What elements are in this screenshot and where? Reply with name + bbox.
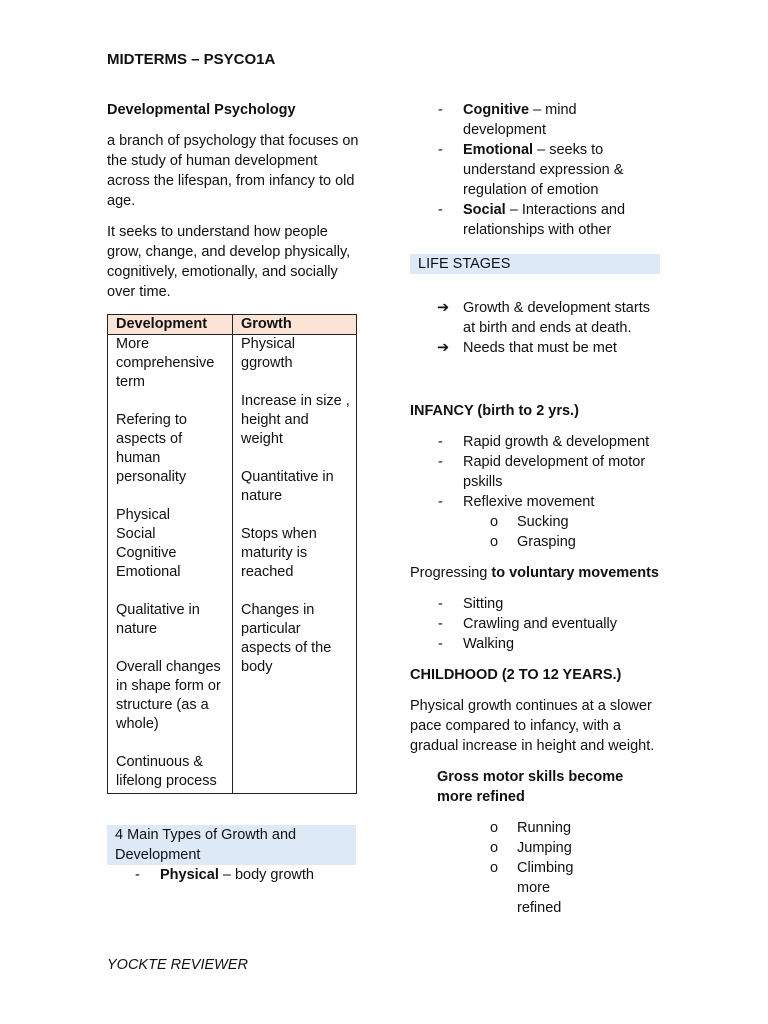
list-item: - Physical – body growth (107, 865, 359, 885)
right-column (410, 100, 662, 918)
development-block: Physical Social Cognitive Emotional (116, 507, 181, 580)
reflex-list (410, 512, 662, 552)
gross-motor-list (410, 818, 662, 918)
gross-motor-heading: Gross motor skills become more refined (437, 769, 624, 805)
list-item: - Emotional – seeks to understand expression & regulation of emotion (410, 140, 662, 200)
progressing-line: Progressing to voluntary movements (410, 565, 659, 581)
growth-block: Changes in particular aspects of the body (241, 602, 332, 675)
list-item: - Social – Interactions and relationships with other (410, 200, 662, 240)
types-list-continued (410, 100, 662, 240)
list-item: - Walking (410, 634, 662, 654)
life-stages-list (410, 298, 662, 358)
definition-paragraph: a branch of psychology that focuses on the study of human development across the lifespan, from infancy to old age. (107, 133, 359, 209)
development-block: More comprehensive term (116, 336, 215, 390)
list-item: o Sucking (410, 512, 662, 532)
types-list (107, 865, 359, 885)
table-header-development: Development (108, 315, 233, 335)
description-paragraph: It seeks to understand how people grow, change, and develop physically, cognitively, emotionally, and socially over time. (107, 224, 351, 300)
growth-block: Stops when maturity is reached (241, 526, 317, 580)
list-item: o Grasping (410, 532, 662, 552)
childhood-paragraph: Physical growth continues at a slower pace compared to infancy, with a gradual increase in height and weight. (410, 698, 655, 754)
list-item: - Cognitive – mind development (410, 100, 662, 140)
table-header-row (108, 315, 357, 335)
section-heading-developmental-psychology: Developmental Psychology (107, 102, 296, 118)
document-title: MIDTERMS – PSYCO1A (107, 51, 276, 68)
development-block: Continuous & lifelong process (116, 754, 217, 789)
footer-text: YOCKTE REVIEWER (107, 957, 248, 973)
infancy-list (410, 432, 662, 512)
infancy-heading: INFANCY (birth to 2 yrs.) (410, 403, 579, 419)
voluntary-movements-list (410, 594, 662, 654)
growth-block: Quantitative in nature (241, 469, 334, 504)
life-stages-band: LIFE STAGES (410, 254, 660, 274)
development-cell (108, 335, 233, 794)
list-item: - Crawling and eventually (410, 614, 662, 634)
development-block: Qualitative in nature (116, 602, 200, 637)
growth-block: Physical ggrowth (241, 336, 295, 371)
list-item: - Reflexive movement (410, 492, 662, 512)
development-block: Overall changes in shape form or structure (as a whole) (116, 659, 221, 732)
list-item: o Climbing more refined (410, 858, 597, 918)
growth-cell (233, 335, 357, 794)
list-item: o Jumping (410, 838, 662, 858)
left-column (107, 100, 359, 885)
arrow-right-icon: ➔ (437, 340, 450, 356)
list-item: - Rapid development of motor pskills (410, 452, 662, 492)
development-block: Refering to aspects of human personality (116, 412, 187, 485)
childhood-heading: CHILDHOOD (2 TO 12 YEARS.) (410, 667, 622, 683)
table-header-growth: Growth (233, 315, 357, 335)
list-item: ➔ Needs that must be met (437, 340, 617, 356)
development-growth-table (107, 314, 357, 794)
table-row (108, 335, 357, 794)
list-item: o Running (410, 818, 662, 838)
types-of-growth-band: 4 Main Types of Growth and Development (107, 825, 356, 865)
growth-block: Increase in size , height and weight (241, 393, 350, 447)
list-item: - Sitting (410, 594, 662, 614)
list-item: - Rapid growth & development (410, 432, 662, 452)
arrow-right-icon: ➔ (437, 300, 450, 316)
list-item: ➔ Growth & development starts at birth and ends at death. (437, 300, 650, 336)
